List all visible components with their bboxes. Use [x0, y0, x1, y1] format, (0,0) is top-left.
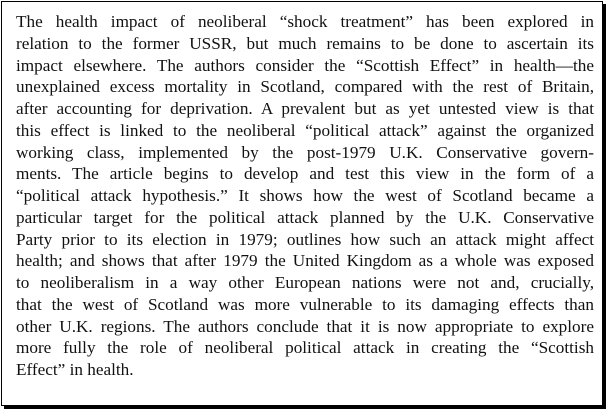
abstract-line: after accounting for deprivation. A prevalent but as yet untested view is that: [16, 99, 594, 118]
abstract-line: health; and shows that after 1979 the United Kingdom as a whole was exposed: [16, 251, 594, 271]
abstract-line: to neoliberalism in a way other European nations were not and, crucially,: [16, 273, 594, 292]
abstract-text: [16, 11, 594, 381]
abstract-box: [1, 1, 603, 406]
abstract-line: other U.K. regions. The authors conclude that it is now appropriate to explore: [16, 316, 594, 336]
abstract-line: unexplained excess mortality in Scotland, compared with the rest of Britain,: [16, 77, 594, 97]
abstract-line: Party prior to its election in 1979; outlines how such an attack might affect: [16, 229, 594, 249]
abstract-line: working class, implemented by the post-1979 U.K. Conservative govern-: [16, 142, 594, 162]
abstract-line: impact elsewhere. The authors consider the “Scottish Effect” in health—the: [16, 55, 594, 75]
abstract-line: ments. The article begins to develop and test this view in the form of a: [16, 164, 594, 184]
abstract-line: that the west of Scotland was more vulnerable to its damaging effects than: [16, 294, 594, 314]
abstract-line: particular target for the political attack planned by the U.K. Conservative: [16, 207, 594, 227]
abstract-line: Effect” in health.: [16, 360, 134, 379]
abstract-line: more fully the role of neoliberal political attack in creating the “Scottish: [16, 338, 594, 358]
abstract-line: “political attack hypothesis.” It shows how the west of Scotland became a: [16, 186, 594, 205]
abstract-line: relation to the former USSR, but much remains to be done to ascertain its: [16, 33, 594, 53]
abstract-line: this effect is linked to the neoliberal “political attack” against the organized: [16, 120, 594, 140]
abstract-line: The health impact of neoliberal “shock treatment” has been explored in: [16, 12, 594, 31]
